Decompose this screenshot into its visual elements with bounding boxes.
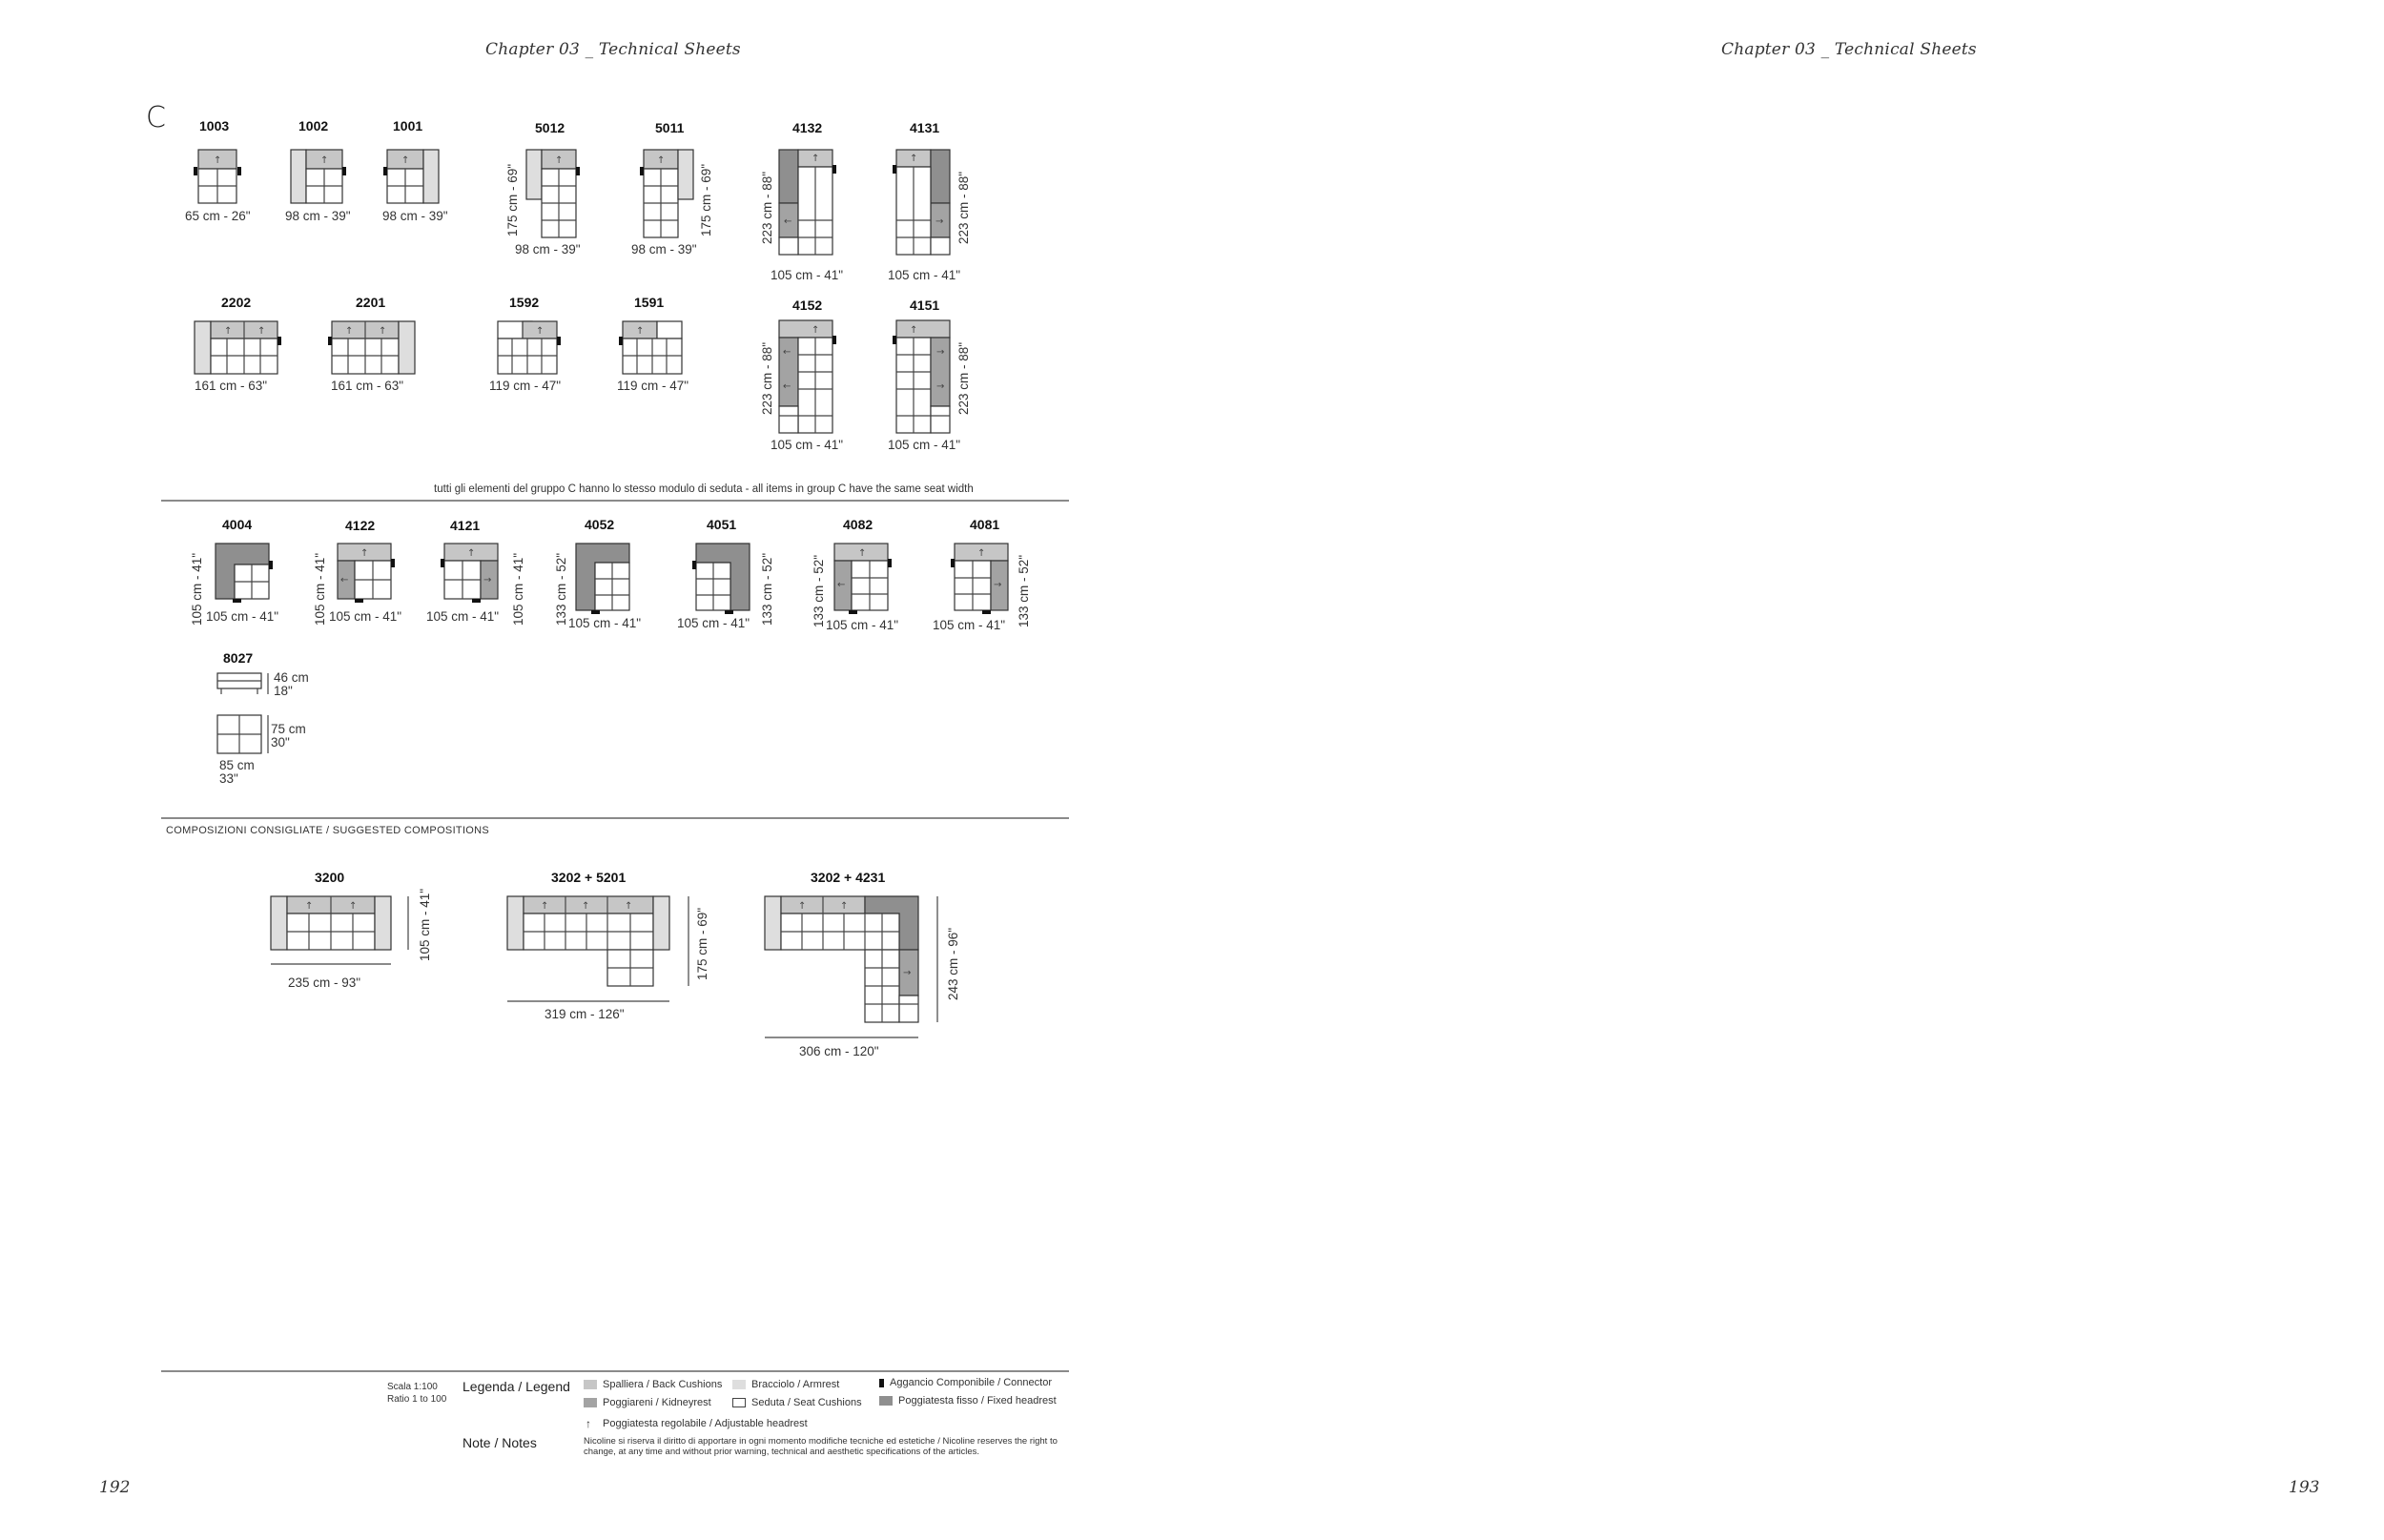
composition-3200-drawing xyxy=(271,896,408,964)
legend-seat: Seduta / Seat Cushions xyxy=(732,1397,862,1408)
legend-fixed-headrest: Poggiatesta fisso / Fixed headrest xyxy=(879,1395,1057,1407)
module-width: 98 cm - 39" xyxy=(515,242,581,257)
module-4121-drawing xyxy=(441,544,498,603)
svg-text:↑: ↑ xyxy=(798,901,807,912)
module-code: 1591 xyxy=(634,295,665,310)
svg-text:↑: ↑ xyxy=(214,155,222,166)
svg-text:↑: ↑ xyxy=(812,154,820,164)
composition-width: 306 cm - 120" xyxy=(799,1044,879,1058)
notes-title: Note / Notes xyxy=(462,1435,537,1450)
divider xyxy=(161,817,1069,819)
composition-depth: 175 cm - 69" xyxy=(695,907,709,980)
svg-text:↑: ↑ xyxy=(536,326,545,337)
composition-3202-5201-drawing xyxy=(507,896,688,1001)
svg-text:↑: ↑ xyxy=(257,326,266,337)
pouf-8027-drawing xyxy=(217,673,268,753)
svg-text:↑: ↑ xyxy=(320,155,329,166)
module-code: 4132 xyxy=(792,120,823,135)
module-code: 4052 xyxy=(585,517,615,532)
legend-connector: Aggancio Componibile / Connector xyxy=(879,1377,1052,1388)
module-code: 4131 xyxy=(910,120,940,135)
svg-text:↑: ↑ xyxy=(541,901,549,912)
module-width: 119 cm - 47" xyxy=(489,379,562,393)
legend-armrest: Bracciolo / Armrest xyxy=(732,1379,839,1390)
legend-adjustable-headrest: ↑ Poggiatesta regolabile / Adjustable headrest xyxy=(586,1417,808,1430)
module-code: 1592 xyxy=(509,295,540,310)
kidneyrest-swatch xyxy=(584,1398,597,1407)
svg-text:↑: ↑ xyxy=(858,548,867,559)
module-4052-drawing xyxy=(576,544,629,614)
module-width: 98 cm - 39" xyxy=(631,242,697,257)
svg-text:←: ← xyxy=(783,381,791,392)
module-depth: 105 cm - 41" xyxy=(313,552,327,626)
svg-text:↑: ↑ xyxy=(379,326,387,337)
module-width: 105 cm - 41" xyxy=(329,609,402,624)
module-2201-drawing xyxy=(328,321,415,374)
module-depth: 105 cm - 41" xyxy=(190,552,204,626)
svg-text:→: → xyxy=(936,381,945,392)
composition-code: 3202 + 5201 xyxy=(551,870,627,885)
divider xyxy=(161,1370,1069,1372)
svg-text:↑: ↑ xyxy=(224,326,233,337)
composition-code: 3202 + 4231 xyxy=(811,870,886,885)
svg-text:↑: ↑ xyxy=(625,901,633,912)
module-depth: 105 cm - 41" xyxy=(511,552,525,626)
module-width: 161 cm - 63" xyxy=(195,379,268,393)
arrow-up-icon: ↑ xyxy=(586,1417,591,1430)
module-depth: 133 cm - 52" xyxy=(760,552,774,626)
module-depth: 175 cm - 69" xyxy=(505,163,520,236)
module-depth: 223 cm - 88" xyxy=(760,171,774,244)
module-width: 105 cm - 41" xyxy=(568,616,642,630)
page-number-left: 192 xyxy=(99,1478,131,1497)
module-code: 4004 xyxy=(222,517,253,532)
seat-swatch xyxy=(732,1398,746,1407)
module-width: 161 cm - 63" xyxy=(331,379,404,393)
module-4151-drawing xyxy=(893,320,950,433)
svg-text:↑: ↑ xyxy=(636,326,645,337)
module-1591-drawing xyxy=(619,321,682,374)
svg-text:↑: ↑ xyxy=(305,901,314,912)
composition-code: 3200 xyxy=(315,870,345,885)
compositions-title: COMPOSIZIONI CONSIGLIATE / SUGGESTED COMPOSITIONS xyxy=(166,825,490,836)
svg-text:→: → xyxy=(936,347,945,358)
composition-3202-4231-drawing xyxy=(765,896,937,1037)
svg-text:←: ← xyxy=(340,575,349,585)
group-letter: C xyxy=(146,101,166,134)
svg-text:↑: ↑ xyxy=(467,548,476,559)
module-width: 98 cm - 39" xyxy=(382,209,448,223)
module-4051-drawing xyxy=(692,544,750,614)
page-header-right: Chapter 03 _ Technical Sheets xyxy=(1721,40,1977,59)
module-1001-drawing xyxy=(383,150,439,203)
module-4152-drawing xyxy=(779,320,836,433)
module-5012-drawing xyxy=(526,150,580,237)
svg-text:↑: ↑ xyxy=(977,548,986,559)
svg-text:↑: ↑ xyxy=(840,901,849,912)
module-width: 105 cm - 41" xyxy=(888,438,961,452)
module-1592-drawing xyxy=(498,321,561,374)
module-code: 1003 xyxy=(199,118,230,133)
svg-text:→: → xyxy=(935,216,944,227)
legend-back-cushions: Spalliera / Back Cushions xyxy=(584,1379,722,1390)
armrest-swatch xyxy=(732,1380,746,1389)
module-code: 4051 xyxy=(707,517,737,532)
composition-width: 235 cm - 93" xyxy=(288,975,361,990)
pouf-depth: 75 cm 30" xyxy=(271,722,306,749)
svg-text:↑: ↑ xyxy=(910,154,918,164)
composition-depth: 243 cm - 96" xyxy=(946,927,960,1000)
legend-title: Legenda / Legend xyxy=(462,1379,570,1394)
module-code: 4081 xyxy=(970,517,1000,532)
module-5011-drawing xyxy=(640,150,693,237)
module-code: 5012 xyxy=(535,120,565,135)
svg-text:→: → xyxy=(483,575,492,585)
module-1003-drawing xyxy=(194,150,241,203)
svg-text:↑: ↑ xyxy=(401,155,410,166)
divider xyxy=(161,500,1069,502)
module-4122-drawing xyxy=(338,544,395,603)
module-width: 98 cm - 39" xyxy=(285,209,351,223)
module-width: 105 cm - 41" xyxy=(933,618,1006,632)
module-width: 105 cm - 41" xyxy=(206,609,279,624)
pouf-height: 46 cm 18" xyxy=(274,670,309,698)
module-code: 4121 xyxy=(450,518,481,533)
composition-width: 319 cm - 126" xyxy=(545,1007,625,1021)
module-width: 65 cm - 26" xyxy=(185,209,251,223)
module-code: 4151 xyxy=(910,298,940,313)
module-width: 105 cm - 41" xyxy=(888,268,961,282)
module-code: 2202 xyxy=(221,295,252,310)
module-width: 105 cm - 41" xyxy=(826,618,899,632)
module-width: 105 cm - 41" xyxy=(426,609,500,624)
svg-text:↑: ↑ xyxy=(910,325,918,336)
svg-text:↑: ↑ xyxy=(657,155,666,166)
svg-text:←: ← xyxy=(783,347,791,358)
svg-text:→: → xyxy=(903,968,912,978)
module-1002-drawing xyxy=(291,150,346,203)
svg-text:↑: ↑ xyxy=(812,325,820,336)
module-depth: 223 cm - 88" xyxy=(956,341,971,415)
module-code: 2201 xyxy=(356,295,386,310)
page-number-right: 193 xyxy=(2289,1478,2320,1497)
module-depth: 133 cm - 52" xyxy=(554,552,568,626)
module-2202-drawing xyxy=(195,321,281,374)
module-4004-drawing xyxy=(216,544,273,603)
pouf-code: 8027 xyxy=(223,650,254,666)
module-4131-drawing xyxy=(893,150,950,255)
legend-kidneyrest: Poggiareni / Kidneyrest xyxy=(584,1397,711,1408)
module-4082-drawing xyxy=(834,544,892,614)
module-depth: 223 cm - 88" xyxy=(760,341,774,415)
module-width: 105 cm - 41" xyxy=(771,438,844,452)
module-code: 5011 xyxy=(655,120,685,135)
fixed-headrest-swatch xyxy=(879,1396,893,1406)
module-width: 119 cm - 47" xyxy=(617,379,689,393)
svg-text:→: → xyxy=(994,580,1002,590)
module-4081-drawing xyxy=(951,544,1008,614)
connector-swatch xyxy=(879,1379,884,1387)
module-code: 1001 xyxy=(393,118,423,133)
group-note: tutti gli elementi del gruppo C hanno lo stesso modulo di seduta - all items in group C have the same seat width xyxy=(434,483,974,495)
composition-depth: 105 cm - 41" xyxy=(418,888,432,961)
notes-text: Nicoline si riserva il diritto di apportare in ogni momento modifiche tecniche ed estetiche / Nicoline reserves the right to change, at any time and without prior warning, technical and aesthetic specifications of the articles. xyxy=(584,1436,1058,1457)
module-code: 4082 xyxy=(843,517,873,532)
module-depth: 133 cm - 52" xyxy=(1017,554,1031,627)
svg-text:↑: ↑ xyxy=(582,901,590,912)
back-cushion-swatch xyxy=(584,1380,597,1389)
svg-text:↑: ↑ xyxy=(349,901,358,912)
pouf-width: 85 cm 33" xyxy=(219,758,255,786)
module-code: 4152 xyxy=(792,298,823,313)
svg-text:↑: ↑ xyxy=(345,326,354,337)
svg-text:←: ← xyxy=(784,216,792,227)
module-depth: 223 cm - 88" xyxy=(956,171,971,244)
page-header-left: Chapter 03 _ Technical Sheets xyxy=(485,40,741,59)
module-4132-drawing xyxy=(779,150,836,255)
module-width: 105 cm - 41" xyxy=(771,268,844,282)
module-code: 4122 xyxy=(345,518,376,533)
scale-info: Scala 1:100 Ratio 1 to 100 xyxy=(387,1382,447,1405)
svg-text:←: ← xyxy=(837,580,846,590)
module-depth: 133 cm - 52" xyxy=(812,554,826,627)
svg-text:↑: ↑ xyxy=(360,548,369,559)
module-width: 105 cm - 41" xyxy=(677,616,750,630)
module-code: 1002 xyxy=(298,118,329,133)
module-depth: 175 cm - 69" xyxy=(699,163,713,236)
svg-text:↑: ↑ xyxy=(555,155,564,166)
